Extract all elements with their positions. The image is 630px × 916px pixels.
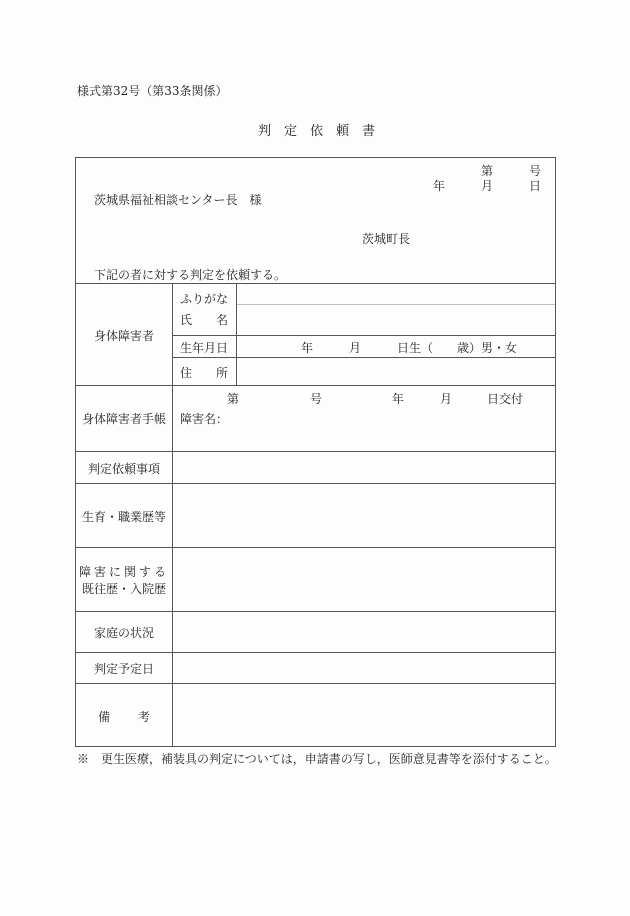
handbook-month: 月 [440, 392, 453, 406]
scheduled-date-field[interactable] [174, 653, 554, 682]
sender: 茨城町長 [362, 232, 411, 246]
history-field[interactable] [174, 548, 554, 610]
header-date-year: 年 [433, 179, 446, 193]
header-number-prefix: 第 [481, 164, 494, 178]
remarks-label: 備 考 [98, 710, 150, 724]
name-field[interactable] [238, 306, 554, 334]
address-field[interactable] [238, 358, 554, 384]
document-title: 判定依頼書 [258, 124, 389, 139]
footnote: ※ 更生医療，補装具の判定については，申請書の写し，医師意見書等を添付すること。 [77, 752, 557, 766]
birth-month: 月 [349, 341, 362, 355]
request-items-field[interactable] [174, 452, 554, 482]
history-label-line1: 障害に関する [78, 565, 169, 579]
scheduled-date-label: 判定予定日 [93, 662, 154, 676]
name-label: 氏 名 [180, 313, 228, 327]
furigana-label: ふりがな [180, 292, 229, 306]
request-statement: 下記の者に対する判定を依頼する。 [94, 268, 287, 282]
family-situation-field[interactable] [174, 612, 554, 651]
upbringing-career-field[interactable] [174, 484, 554, 546]
handbook-year: 年 [392, 392, 405, 406]
request-items-label: 判定依頼事項 [87, 462, 160, 476]
person-section-label: 身体障害者 [93, 329, 154, 343]
header-date-day: 日 [529, 179, 542, 193]
request-form-table [75, 157, 556, 747]
handbook-label: 身体障害者手帳 [81, 412, 166, 426]
age-gender: 歳）男・女 [457, 341, 518, 355]
birth-year: 年 [301, 341, 314, 355]
addressee: 茨城県福祉相談センター長 様 [94, 193, 262, 207]
address-label: 住 所 [180, 366, 228, 380]
handbook-number-prefix: 第 [227, 392, 240, 406]
header-number-suffix: 号 [529, 164, 542, 178]
header-date-month: 月 [481, 179, 494, 193]
handbook-issued: 日交付 [487, 392, 524, 406]
birth-day: 日生（ [397, 341, 434, 355]
disability-name-label: 障害名： [180, 412, 229, 426]
family-situation-label: 家庭の状況 [93, 626, 154, 640]
furigana-field[interactable] [238, 284, 554, 303]
handbook-number-suffix: 号 [310, 392, 323, 406]
remarks-field[interactable] [174, 684, 554, 746]
upbringing-career-label: 生育・職業歴等 [81, 510, 166, 524]
form-number: 様式第32号（第33条関係） [77, 84, 228, 98]
history-label-line2: 既往歴・入院歴 [81, 582, 166, 596]
birth-date-label: 生年月日 [180, 341, 229, 355]
